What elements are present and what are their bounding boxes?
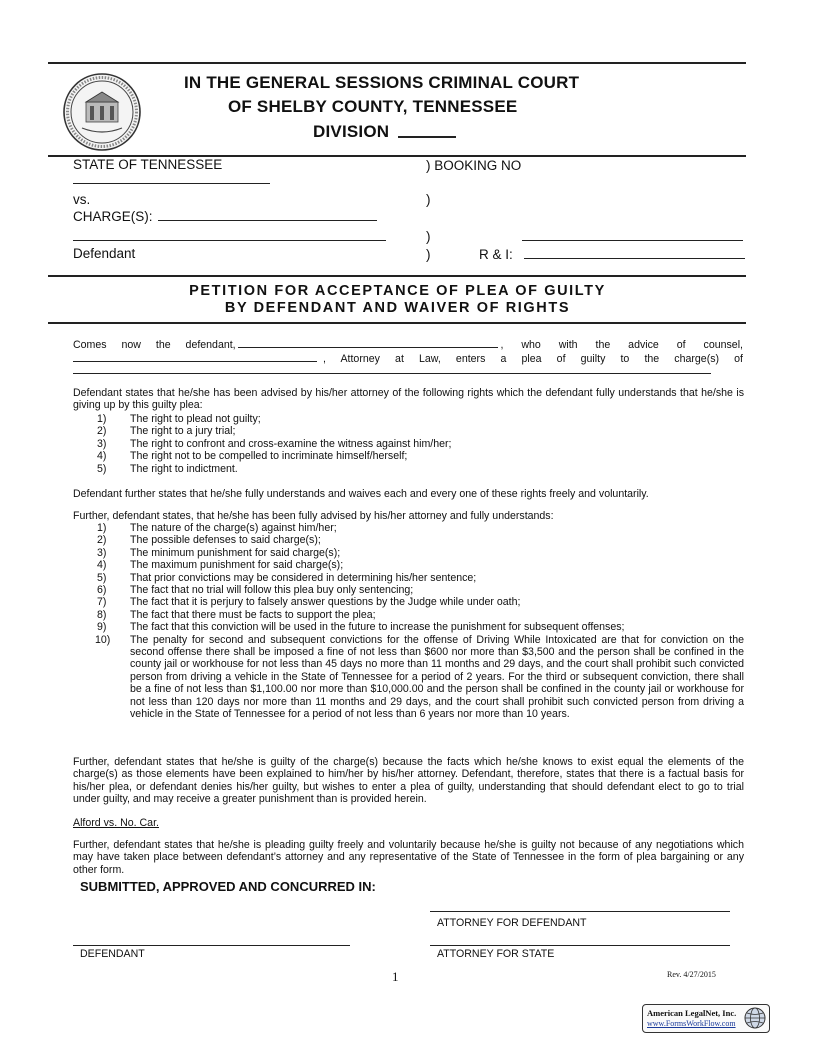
ri-field[interactable]	[524, 258, 745, 259]
list-item: 9) The fact that this conviction will be used in the future to increase the punishment for subsequent offenses;	[97, 621, 625, 634]
defendant-signature-line[interactable]	[73, 945, 350, 946]
list-item: 7) The fact that it is perjury to falsely answer questions by the Judge while under oath;	[97, 596, 521, 609]
county-state: OF SHELBY COUNTY, TENNESSEE	[228, 97, 518, 116]
waiver-statement: Defendant further states that he/she fully understands and waives each and every one of these rights freely and voluntarily.	[73, 488, 649, 500]
list-item: 3) The minimum punishment for said charge(s);	[97, 546, 341, 559]
booking-field[interactable]	[522, 240, 743, 241]
court-name: IN THE GENERAL SESSIONS CRIMINAL COURT	[184, 73, 580, 92]
alford-label: Alford vs. No. Car.	[73, 817, 159, 829]
understand-intro: Further, defendant states, that he/she has been fully advised by his/her attorney and fully understands:	[73, 510, 554, 522]
list-item: 4) The maximum punishment for said charge(s);	[97, 559, 344, 572]
list-item: 10) The penalty for second and subsequent convictions for the offense of Driving While Intoxicated are that for conviction on the second offense there shall be imposed a fine of not less than $600 nor more than $3,500 and the person shall be confined in the county jail or workhouse for not less than 45 days no more than 11 months and 29 days, and the court shall prohibit such convicted person from driving a vehicle in the State of Tennessee for a period of 2 years. For the third or subsequent conviction, there shall be a fine of not less than $1,100.00 nor more than $10,000.00 and the person shall be confined in the county jail or workhouse for not less than 120 days nor more than 11 months and 29 days, and the court shall prohibit such convicted person from driving a vehicle in the State of Tennessee for a period of not less than 6 years nor more than 10 years.	[95, 633, 744, 721]
title-rule	[48, 322, 746, 324]
attorney-name-field[interactable]	[73, 352, 317, 362]
list-item: 1) The right to plead not guilty;	[97, 413, 261, 425]
charges-label: CHARGE(S):	[73, 209, 153, 224]
state-underline	[73, 183, 270, 184]
defendant-signature-label: DEFENDANT	[80, 948, 145, 960]
comes-text: Comes now the defendant,	[73, 339, 236, 351]
voluntary-statement: Further, defendant states that he/she is pleading guilty freely and voluntarily because he/she is guilty not because of any negotiations which may have taken place between defendant’s attorney and any representative of the State of Tennessee in the form of plea bargaining or any other form.	[73, 839, 744, 876]
attorney-defendant-signature-line[interactable]	[430, 911, 730, 912]
division-field[interactable]	[398, 136, 456, 138]
counsel-text: , who with the advice of counsel,	[500, 339, 743, 351]
petition-title: PETITION FOR ACCEPTANCE OF PLEA OF GUILTY	[189, 283, 606, 299]
petition-subtitle: BY DEFENDANT AND WAIVER OF RIGHTS	[224, 300, 571, 316]
division-label: DIVISION	[313, 122, 390, 141]
comes-line-1	[73, 338, 743, 351]
publisher-name: American LegalNet, Inc.	[647, 1008, 737, 1018]
publisher-badge[interactable]	[642, 1004, 770, 1033]
factual-basis-statement: Further, defendant states that he/she is guilty of the charge(s) because the facts which he/she knows to exist equal the elements of the charge(s) as those elements have been explained to him/her by his/her attorney. Defendant, therefore, states that there is a factual basis for his/her plea, or defendant denies his/her guilty, but wishes to enter a plea of guilty, understanding that should defendant elect to go to trial under guilty, and may receive a greater punishment than is provided herein.	[73, 756, 744, 806]
comes-line-2	[73, 352, 743, 365]
rights-list	[73, 413, 744, 475]
top-rule	[48, 62, 746, 64]
attorney-state-label: ATTORNEY FOR STATE	[437, 948, 555, 960]
page-number: 1	[392, 969, 399, 984]
defendant-name-field[interactable]	[238, 338, 499, 348]
charge-description-field[interactable]	[73, 373, 711, 374]
list-item: 2) The right to a jury trial;	[97, 425, 236, 438]
list-item: 1) The nature of the charge(s) against him/her;	[97, 522, 337, 534]
caption-paren: )	[426, 229, 431, 244]
rights-intro: Defendant states that he/she has been advised by his/her attorney of the following rights which the defendant fully understands that he/she is giving up by this guilty plea:	[73, 387, 744, 412]
revision-date: Rev. 4/27/2015	[667, 970, 716, 979]
caption-rule	[48, 275, 746, 277]
list-item: 3) The right to confront and cross-examine the witness against him/her;	[97, 437, 452, 450]
ri-label: R & I:	[479, 247, 513, 262]
plea-text: , Attorney at Law, enters a plea of guilty to the charge(s) of	[323, 353, 743, 365]
understand-list	[73, 522, 744, 721]
list-item: 6) The fact that no trial will follow this plea buy only sentencing;	[97, 584, 414, 597]
submitted-heading: SUBMITTED, APPROVED AND CONCURRED IN:	[80, 879, 376, 894]
charges-field[interactable]	[158, 220, 377, 221]
list-item: 5) That prior convictions may be considered in determining his/her sentence;	[97, 571, 477, 584]
vs-label: vs.	[73, 192, 91, 207]
defendant-label: Defendant	[73, 246, 136, 261]
state-label: STATE OF TENNESSEE	[73, 157, 223, 172]
list-item: 8) The fact that there must be facts to support the plea;	[97, 608, 376, 621]
publisher-url[interactable]: www.FormsWorkFlow.com	[647, 1019, 736, 1028]
list-item: 5) The right to indictment.	[97, 462, 238, 475]
booking-label: ) BOOKING NO	[426, 158, 522, 173]
attorney-state-signature-line[interactable]	[430, 945, 730, 946]
list-item: 4) The right not to be compelled to incriminate himself/herself;	[97, 450, 408, 463]
globe-icon	[744, 1007, 766, 1029]
attorney-defendant-label: ATTORNEY FOR DEFENDANT	[437, 917, 587, 929]
caption-paren: )	[426, 192, 431, 207]
caption-paren: )	[426, 247, 431, 262]
county-seal-icon	[62, 72, 142, 152]
charges-field-2[interactable]	[73, 240, 386, 241]
list-item: 2) The possible defenses to said charge(s);	[97, 534, 321, 547]
